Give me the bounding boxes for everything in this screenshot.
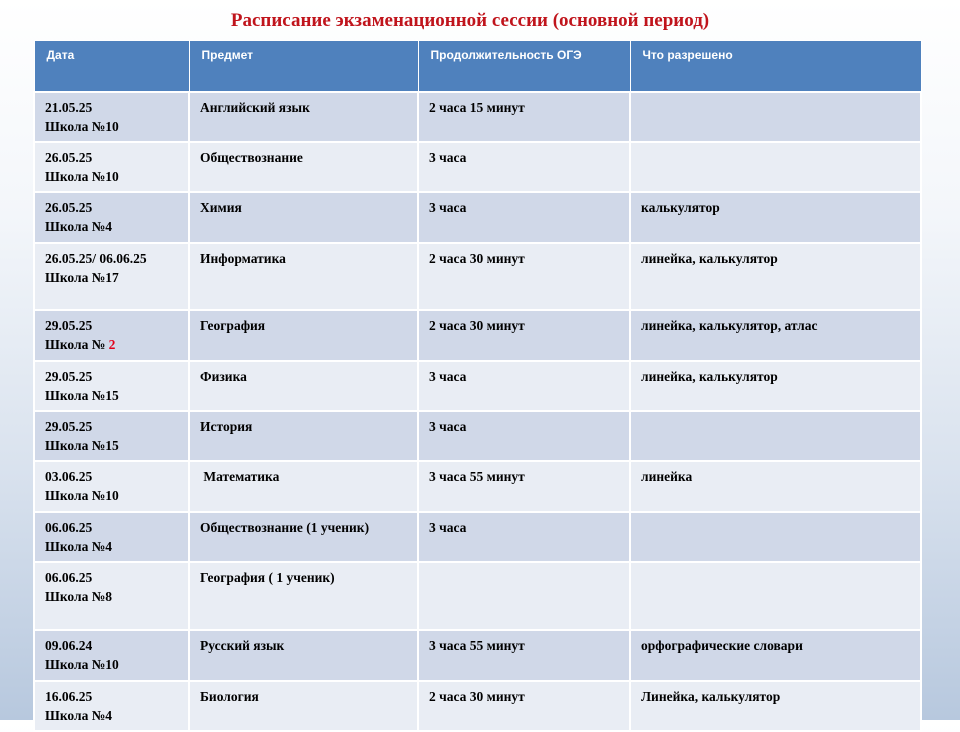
cell-subject: Химия [189, 192, 418, 243]
cell-subject: Обществознание (1 ученик) [189, 512, 418, 562]
table-row [34, 461, 921, 512]
cell-duration: 3 часа [418, 361, 630, 411]
cell-date: 06.06.25 Школа №4 [34, 512, 189, 562]
cell-date: 16.06.25 Школа №4 [34, 681, 189, 731]
school-number-highlight: 2 [108, 336, 116, 352]
cell-allowed [630, 411, 921, 461]
cell-duration: 3 часа [418, 512, 630, 562]
cell-date: 26.05.25/ 06.06.25 Школа №17 [34, 243, 189, 310]
cell-date: 21.05.25 Школа №10 [34, 92, 189, 142]
header-allowed: Что разрешено [630, 41, 921, 92]
header-date: Дата [34, 41, 189, 92]
cell-allowed [630, 92, 921, 142]
table-row [34, 142, 921, 192]
cell-date: 26.05.25 Школа №4 [34, 192, 189, 243]
cell-subject: Биология [189, 681, 418, 731]
cell-subject: Английский язык [189, 92, 418, 142]
table-row [34, 562, 921, 630]
cell-date: 29.05.25 Школа №15 [34, 361, 189, 411]
cell-subject: Русский язык [189, 630, 418, 681]
cell-allowed: Линейка, калькулятор [630, 681, 921, 731]
table-row [34, 92, 921, 142]
cell-allowed: орфографические словари [630, 630, 921, 681]
cell-allowed [630, 562, 921, 630]
cell-subject: География [189, 310, 418, 361]
cell-date: 26.05.25 Школа №10 [34, 142, 189, 192]
cell-allowed: линейка, калькулятор [630, 361, 921, 411]
cell-duration: 2 часа 30 минут [418, 681, 630, 731]
cell-duration: 2 часа 30 минут [418, 243, 630, 310]
cell-subject: Математика [189, 461, 418, 512]
cell-allowed: линейка, калькулятор [630, 243, 921, 310]
exam-schedule-table [33, 40, 922, 732]
cell-duration: 3 часа [418, 142, 630, 192]
cell-subject: История [189, 411, 418, 461]
table-row [34, 681, 921, 731]
table-row [34, 512, 921, 562]
table-row [34, 243, 921, 310]
table-row [34, 310, 921, 361]
cell-date: 06.06.25 Школа №8 [34, 562, 189, 630]
table-row [34, 361, 921, 411]
page-title: Расписание экзаменационной сессии (основной период) [230, 10, 710, 31]
header-subject: Предмет [189, 41, 418, 92]
cell-duration: 2 часа 30 минут [418, 310, 630, 361]
table-header-row [34, 41, 921, 92]
cell-date: 03.06.25 Школа №10 [34, 461, 189, 512]
cell-duration: 3 часа [418, 411, 630, 461]
cell-allowed: линейка [630, 461, 921, 512]
cell-duration: 3 часа [418, 192, 630, 243]
cell-date: 09.06.24 Школа №10 [34, 630, 189, 681]
cell-duration: 2 часа 15 минут [418, 92, 630, 142]
cell-allowed [630, 142, 921, 192]
cell-duration [418, 562, 630, 630]
table-row [34, 192, 921, 243]
cell-duration: 3 часа 55 минут [418, 461, 630, 512]
cell-subject: Физика [189, 361, 418, 411]
table-row [34, 630, 921, 681]
cell-allowed [630, 512, 921, 562]
cell-date: 29.05.25 Школа № 2 [34, 310, 189, 361]
cell-subject: Информатика [189, 243, 418, 310]
cell-subject: География ( 1 ученик) [189, 562, 418, 630]
cell-allowed: калькулятор [630, 192, 921, 243]
cell-duration: 3 часа 55 минут [418, 630, 630, 681]
cell-allowed: линейка, калькулятор, атлас [630, 310, 921, 361]
cell-subject: Обществознание [189, 142, 418, 192]
header-duration: Продолжительность ОГЭ [418, 41, 630, 92]
cell-date: 29.05.25 Школа №15 [34, 411, 189, 461]
table-row [34, 411, 921, 461]
